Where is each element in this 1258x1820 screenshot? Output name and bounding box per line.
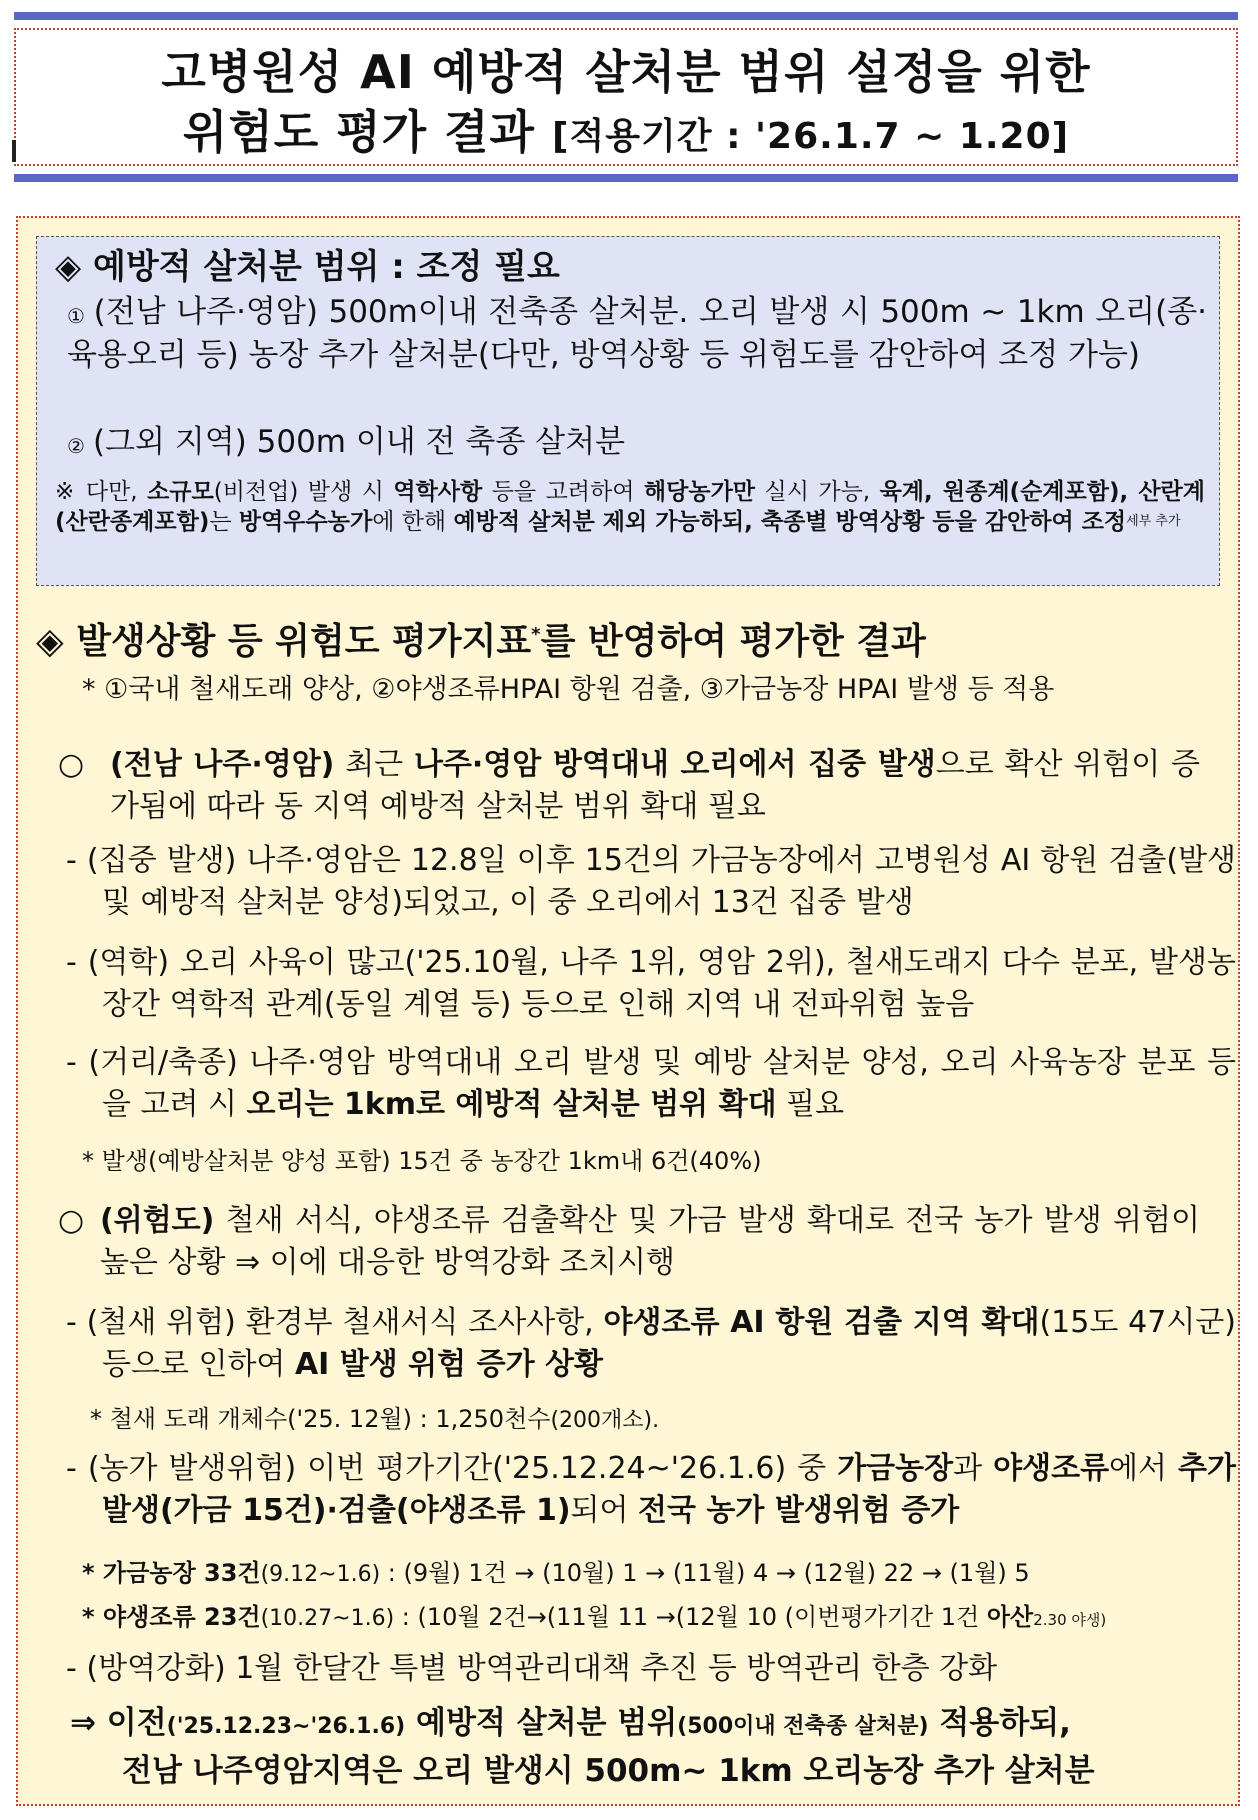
summary-item-2-number: ②	[67, 434, 85, 458]
detail-concentrated-outbreak: - (집중 발생) 나주·영암은 12.8일 이후 15건의 가금농장에서 고병원성 AI 항원 검출(발생 및 예방적 살처분 양성)되었고, 이 중 오리에서 13건 집중 발생	[66, 843, 1236, 920]
detail-epidemiology: - (역학) 오리 사육이 많고('25.10월, 나주 1위, 영암 2위), 철새도래지 다수 분포, 발생농장간 역학적 관계(동일 계열 등) 등으로 인해 지역 내 전파위험 높음	[66, 945, 1236, 1022]
note-bird-count	[90, 1402, 1200, 1438]
title-box	[14, 12, 1238, 182]
summary-box	[36, 236, 1220, 586]
evaluation-heading-sup: *	[531, 624, 541, 645]
note-text: : (10월 2건→(11월 11 →(12월 10 (이번평가기간 1건	[394, 1603, 987, 1631]
note-part: 등을 고려하여	[482, 479, 644, 505]
conclusion-text: 적용하되,	[928, 1705, 1071, 1741]
point-text: 최근	[334, 747, 414, 782]
title-period: [적용기간 : '26.1.7 ~ 1.20]	[552, 116, 1070, 157]
detail-quarantine-strengthening: - (방역강화) 1월 한달간 특별 방역관리대책 추진 등 방역관리 한층 강화	[66, 1651, 998, 1686]
evaluation-heading	[36, 610, 926, 667]
point-risk-level	[100, 1200, 1200, 1284]
conclusion-small: ('25.12.23~'26.1.6)	[166, 1714, 406, 1739]
note-small: (9.12~1.6)	[260, 1562, 381, 1587]
note-part: 는	[209, 509, 239, 535]
conclusion-line-2: 전남 나주영암지역은 오리 발생시 500m~ 1km 오리농장 추가 살처분	[122, 1753, 1095, 1789]
evaluation-heading-b: 를 반영하여 평가한 결과	[540, 621, 926, 662]
conclusion-text: ⇒ 이전	[70, 1705, 167, 1741]
note-part: 에 한해	[372, 509, 454, 535]
note-small: (200개소).	[550, 1408, 660, 1433]
point-text: 으로 확산 위험이 증가됨에 따라 동 지역 예방적 살처분 범위 확대 필요	[110, 747, 1200, 824]
detail-bold: 오리는 1km로 예방적 살처분 범위 확대	[246, 1087, 777, 1122]
summary-heading: ◈ 예방적 살처분 범위 : 조정 필요	[55, 247, 560, 287]
point-bold: (전남 나주·영암)	[110, 747, 335, 782]
detail-migratory-bird-risk	[66, 1302, 1236, 1386]
note-wild-birds	[82, 1600, 1202, 1637]
point-text: 철새 서식, 야생조류 검출확산 및 가금 발생 확대로 전국 농가 발생 위험이 높은 상황 ⇒ 이에 대응한 방역강화 조치시행	[100, 1203, 1200, 1280]
note-outbreak-count: * 발생(예방살처분 양성 포함) 15건 중 농장간 1km내 6건(40%)	[82, 1147, 762, 1175]
detail-text: 에서	[1109, 1451, 1179, 1486]
note-bold: 방역우수농가	[238, 509, 373, 535]
note-bold: 육계, 원종계(순계포함), 산란계(산란종계포함)	[55, 479, 1205, 535]
summary-item-1-text: (전남 나주·영암) 500m이내 전축종 살처분. 오리 발생 시 500m ~ 1km 오리(종·육용오리 등) 농장 추가 살처분(다만, 방역상황 등 위험도를 감안하여 조정 가능)	[67, 294, 1207, 373]
document-title	[14, 42, 1238, 167]
summary-item-2	[67, 421, 1207, 464]
title-bottom-bar	[14, 174, 1238, 182]
note-tiny: 2.30 야생)	[1033, 1611, 1107, 1629]
note-bold: 소규모	[147, 479, 214, 505]
note-bold: * 야생조류 23건	[82, 1603, 261, 1631]
detail-text: - (거리/축종) 나주·영암 방역대내 오리 발생 및 예방 살처분 양성, 오리 사육농장 분포 등을 고려 시	[66, 1045, 1236, 1122]
title-line-2	[14, 102, 1238, 167]
summary-item-2-text: (그외 지역) 500m 이내 전 축종 살처분	[92, 424, 625, 460]
note-superscript: 세부 추가	[1126, 514, 1181, 529]
note-text: : (9월) 1건 → (10월) 1 → (11월) 4 → (12월) 22 → (1월) 5	[380, 1559, 1030, 1587]
note-part: (비전업) 발생 시	[213, 479, 394, 505]
title-dotted-border-bottom	[14, 164, 1238, 166]
note-small: (10.27~1.6)	[260, 1606, 395, 1631]
detail-text: 과	[953, 1451, 994, 1486]
detail-text: 필요	[776, 1087, 845, 1122]
detail-bold: 가금농장	[837, 1451, 954, 1486]
note-poultry-farms	[82, 1556, 1202, 1592]
note-text: * 철새 도래 개체수('25. 12월) : 1,250천수	[90, 1405, 551, 1433]
evaluation-heading-a: ◈ 발생상황 등 위험도 평가지표	[36, 621, 532, 662]
detail-text: (15도 47시군) 등으로 인하여	[102, 1305, 1236, 1382]
note-part: 실시 가능,	[755, 479, 880, 505]
conclusion-text: 예방적 살처분 범위	[405, 1705, 678, 1741]
detail-text: 되어	[570, 1493, 639, 1528]
bullet-circle: ○	[58, 747, 85, 782]
point-jeonnam	[110, 744, 1200, 828]
note-part: ※ 다만,	[55, 479, 148, 505]
conclusion-line-1	[70, 1700, 1210, 1750]
conclusion-small: (500이내 전축종 살처분)	[677, 1714, 929, 1739]
note-bold: 역학사항	[393, 479, 483, 505]
detail-bold: 전국 농가 발생위험 증가	[638, 1493, 960, 1528]
title-dotted-border-top	[14, 28, 1238, 30]
note-bold: * 가금농장 33건	[82, 1559, 261, 1587]
evaluation-indicator-note: * ①국내 철새도래 양상, ②야생조류HPAI 항원 검출, ③가금농장 HPAI 발생 등 적용	[82, 674, 1055, 705]
note-bold: 해당농가만	[643, 479, 756, 505]
summary-note	[55, 477, 1205, 537]
title-top-bar	[14, 12, 1238, 20]
title-line-2-main: 위험도 평가 결과	[182, 105, 535, 159]
detail-farm-risk	[66, 1448, 1236, 1532]
title-line-1: 고병원성 AI 예방적 살처분 범위 설정을 위한	[161, 45, 1091, 99]
detail-text: - (철새 위험) 환경부 철새서식 조사사항,	[66, 1305, 604, 1340]
detail-distance-species	[66, 1042, 1236, 1126]
summary-item-1	[67, 291, 1207, 377]
detail-bold: 야생조류 AI 항원 검출 지역 확대	[603, 1305, 1040, 1340]
summary-item-1-number: ①	[67, 304, 86, 328]
note-bold: 예방적 살처분 제외 가능하되, 축종별 방역상황 등을 감안하여 조정	[453, 509, 1127, 535]
detail-bold: AI 발생 위험 증가 상황	[294, 1347, 603, 1382]
detail-text: - (농가 발생위험) 이번 평가기간('25.12.24~'26.1.6) 중	[66, 1451, 838, 1486]
note-bold: 아산	[986, 1603, 1034, 1631]
title-side-mark	[12, 140, 16, 162]
point-bold: (위험도)	[100, 1203, 215, 1238]
detail-bold: 야생조류	[993, 1451, 1110, 1486]
detail-bold: 추가 발생(가금 15건)·검출(야생조류 1)	[102, 1451, 1236, 1528]
bullet-circle: ○	[58, 1203, 85, 1238]
point-bold: 나주·영암 방역대내 오리에서 집중 발생	[413, 747, 936, 782]
